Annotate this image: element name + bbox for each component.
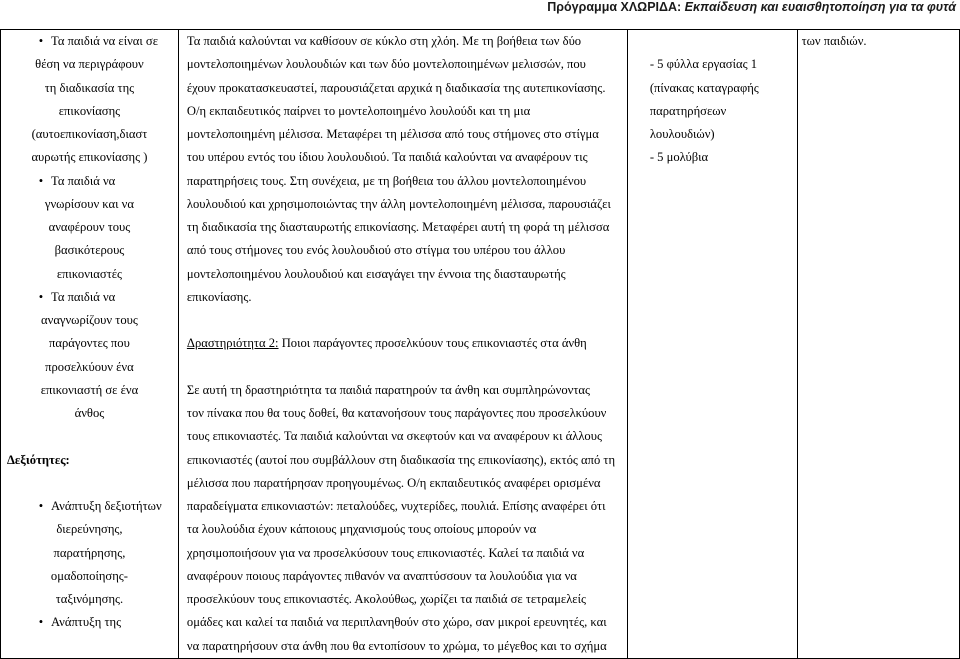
procedure-line: να παρατηρήσουν στα άνθη που θα εντοπίσουν το χρώμα, το μέγεθος και το σχήμα xyxy=(186,638,607,653)
bullet-icon: • xyxy=(38,34,44,48)
procedure-line: μέλισσα που παρατήρησαν προηγουμένως. Ο/η εκπαιδευτικός αναφέρει ορισμένα xyxy=(186,475,601,490)
procedure-line xyxy=(179,309,627,332)
objective-line: θέση να περιγράφουν xyxy=(35,57,144,72)
procedure-line: Τα παιδιά καλούνται να καθίσουν σε κύκλο στη χλόη. Με τη βοήθεια των δύο xyxy=(186,34,582,48)
evaluation-line: των παιδιών. xyxy=(801,34,867,48)
material-line: λουλουδιών) xyxy=(649,127,715,141)
objective-line: • Ανάπτυξη δεξιοτήτων xyxy=(1,495,178,518)
material-line: παρατηρήσεων xyxy=(649,103,727,118)
procedure-line: προσελκύουν τους επικονιαστές. Ακολούθως, χωρίζει τα παιδιά σε τετραμελείς xyxy=(186,592,586,606)
objective-line: τη διαδικασία της xyxy=(44,80,135,95)
procedure-line: από τους στήμονες του ενός λουλουδιού στο στίγμα του υπέρου του άλλου xyxy=(186,243,566,258)
procedure-line: λουλουδιού και χρησιμοποιώντας την άλλη μοντελοποιημένη μέλισσα, παρουσιάζει xyxy=(186,196,611,211)
bullet-icon: • xyxy=(38,173,44,188)
program-title: Πρόγραμμα ΧΛΩΡΙΔΑ: xyxy=(547,0,685,14)
lesson-plan-table xyxy=(0,29,960,659)
procedure-line: παρατηρήσεις τους. Στη συνέχεια, με τη βοήθεια του άλλου μοντελοποιημένου xyxy=(186,173,587,188)
objective-line: αναγνωρίζουν τους xyxy=(41,313,138,327)
material-line: (πίνακας καταγραφής xyxy=(649,80,759,95)
objective-line: επικονιαστές xyxy=(56,266,123,281)
page-header xyxy=(547,0,956,18)
materials-column xyxy=(627,30,797,659)
objective-line: αναφέρουν τους xyxy=(48,220,131,234)
procedure-line: Δραστηριότητα 2: Ποιοι παράγοντες προσελκύουν τους επικονιαστές στα άνθη xyxy=(186,336,587,351)
objective-line: ομαδοποίησης- xyxy=(50,568,128,583)
objective-line: (αυτοεπικονίαση,διαστ xyxy=(31,127,148,141)
procedure-line: τον πίνακα που θα τους δοθεί, θα κατανοήσουν τους παράγοντες που προσελκύουν xyxy=(186,406,607,420)
procedure-line: επικονιαστές (αυτοί που συμβάλλουν στη διαδικασία της επικονίασης), εκτός από τη xyxy=(186,452,616,467)
objective-line: • Τα παιδιά να xyxy=(1,286,178,309)
objective-line xyxy=(1,472,178,495)
material-line: - 5 φύλλα εργασίας 1 xyxy=(649,57,758,72)
bullet-icon: • xyxy=(38,615,44,630)
objective-line: αυρωτής επικονίασης ) xyxy=(31,150,148,165)
procedure-line: ομάδες και καλεί τα παιδιά να περιπλανηθούν στο χώρο, σαν μικροί ερευνητές, και xyxy=(186,615,607,630)
objective-line: άνθος xyxy=(74,406,105,420)
objective-line: παράγοντες που xyxy=(49,336,130,351)
objective-line: • Ανάπτυξη της xyxy=(1,611,178,634)
procedure-line: χρησιμοποιήσουν για να προσελκύσουν τους επικονιαστές. Καλεί τα παιδιά να xyxy=(186,545,585,560)
procedure-line: Σε αυτή τη δραστηριότητα τα παιδιά παρατηρούν τα άνθη και συμπληρώνοντας xyxy=(186,382,590,397)
procedure-column xyxy=(178,30,627,659)
objective-line: γνωρίσουν και να xyxy=(44,196,134,211)
bullet-icon: • xyxy=(38,289,44,304)
procedure-line: παραδείγματα επικονιαστών: πεταλούδες, νυχτερίδες, πουλιά. Επίσης αναφέρει ότι xyxy=(186,499,606,513)
procedure-line xyxy=(179,356,627,379)
skills-heading: Δεξιότητες: xyxy=(7,452,70,467)
objective-line: επικονιαστή σε ένα xyxy=(40,382,139,397)
objective-line: ταξινόμησης. xyxy=(55,592,124,606)
evaluation-column xyxy=(797,30,959,659)
procedure-line: έχουν προκατασκευαστεί, παρουσιάζεται αρχικά η διαδικασία της αυτεπικονίασης. xyxy=(186,80,606,95)
procedure-line: τα λουλούδια έχουν κάποιους μηχανισμούς τους οποίους μπορούν να xyxy=(186,522,537,537)
procedure-line: του υπέρου εντός του ίδιου λουλουδιού. Τα παιδιά καλούνται να αναφέρουν τις xyxy=(186,150,588,165)
procedure-line: μοντελοποιημένων λουλουδιών και των δύο μοντελοποιημένων μελισσών, που xyxy=(186,57,586,72)
objective-line: • Τα παιδιά να είναι σε xyxy=(1,30,178,53)
material-line: - 5 μολύβια xyxy=(649,150,709,165)
program-subtitle: Εκπαίδευση και ευαισθητοποίηση για τα φυτά xyxy=(684,0,956,14)
activity-label: Δραστηριότητα 2: xyxy=(186,336,279,351)
objective-line: παρατήρησης, xyxy=(53,545,126,560)
procedure-line: τους επικονιαστές. Τα παιδιά καλούνται να σκεφτούν και να αναφέρουν κι άλλους xyxy=(186,429,602,444)
procedure-line: Ο/η εκπαιδευτικός παίρνει το μοντελοποιημένο λουλούδι και τη μια xyxy=(186,103,531,118)
procedure-line: μοντελοποιημένη μέλισσα. Μεταφέρει τη μέλισσα από τους στήμονες στο στίγμα xyxy=(186,127,599,141)
bullet-icon: • xyxy=(38,499,44,513)
procedure-line: μοντελοποιημένου λουλουδιού και εισαγάγει την έννοια της διασταυρωτής xyxy=(186,266,566,281)
objective-line xyxy=(1,425,178,448)
objective-line: διερεύνησης, xyxy=(56,522,123,537)
procedure-line: αναφέρουν ποιους παράγοντες πιθανόν να αναπτύσσουν τα λουλούδια για να xyxy=(186,568,577,583)
objective-line: • Τα παιδιά να xyxy=(1,170,178,193)
objective-line: επικονίασης xyxy=(58,103,121,118)
objective-line: προσελκύουν ένα xyxy=(45,359,134,374)
material-line xyxy=(628,30,797,53)
objective-line: βασικότερους xyxy=(54,243,125,258)
procedure-line: τη διαδικασία της διασταυρωτής επικονίασης. Μεταφέρει αυτή τη φορά τη μέλισσα xyxy=(186,220,610,234)
procedure-line: επικονίασης. xyxy=(186,289,252,304)
objectives-column xyxy=(1,30,179,659)
